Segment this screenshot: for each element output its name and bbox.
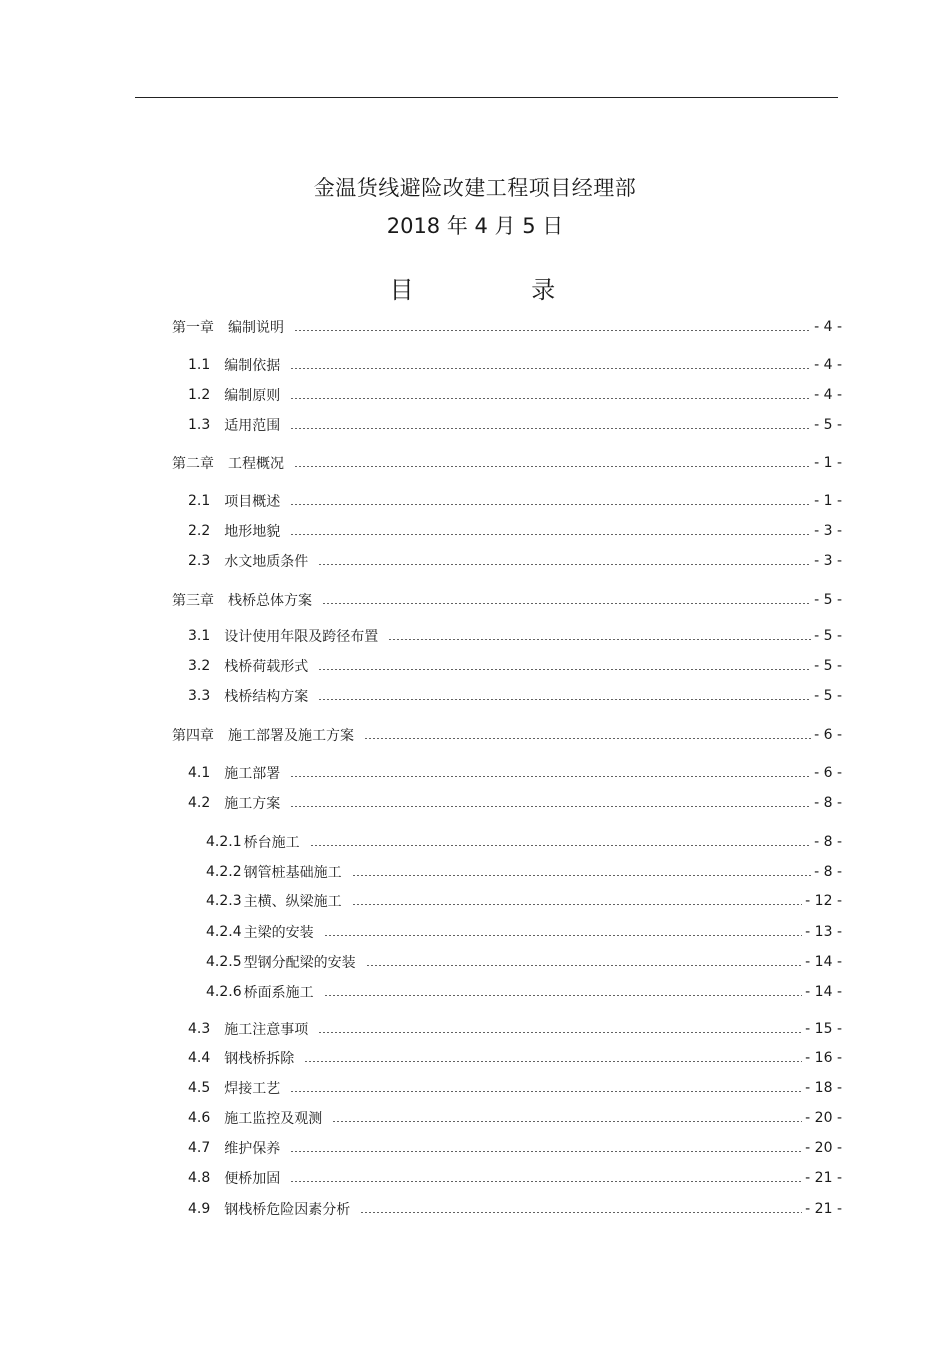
toc-entry-page: - 6 - (814, 727, 842, 743)
toc-dot-leader (290, 1091, 802, 1092)
toc-entry-page: - 5 - (814, 592, 842, 608)
toc-entry-page: - 8 - (814, 795, 842, 811)
toc-entry-number: 4.5 (188, 1080, 211, 1096)
toc-entry[interactable] (172, 590, 842, 610)
toc-entry-title: 型钢分配梁的安装 (243, 955, 356, 971)
toc-dot-leader (360, 1212, 802, 1213)
toc-entry[interactable] (188, 521, 842, 541)
toc-entry-number: 1.3 (188, 417, 211, 433)
toc-entry-number: 4.2 (188, 795, 211, 811)
toc-entry-number: 4.1 (188, 765, 211, 781)
toc-dot-leader (294, 330, 811, 331)
toc-dot-leader (318, 564, 811, 565)
toc-dot-leader (324, 995, 803, 996)
toc-entry-title: 施工部署及施工方案 (228, 728, 354, 744)
toc-dot-leader (364, 738, 811, 739)
toc-entry-number: 2.1 (188, 493, 211, 509)
organization-name: 金温货线避险改建工程项目经理部 (313, 176, 637, 200)
toc-entry-number: 4.2.5 (206, 954, 242, 970)
toc-dot-leader (304, 1061, 802, 1062)
toc-entry-number: 4.3 (188, 1021, 211, 1037)
toc-entry-page: - 4 - (814, 319, 842, 335)
toc-entry-title: 主横、纵梁施工 (243, 894, 342, 910)
toc-title: 目 录 (389, 276, 611, 304)
toc-entry-number: 2.3 (188, 553, 211, 569)
toc-entry[interactable] (206, 982, 842, 1002)
toc-entry[interactable] (188, 1108, 842, 1128)
toc-entry-title: 钢管桩基础施工 (243, 865, 342, 881)
toc-entry-number: 4.2.6 (206, 984, 242, 1000)
toc-entry-title: 编制说明 (228, 320, 284, 336)
toc-entry-number: 4.2.2 (206, 864, 242, 880)
toc-entry-title: 水文地质条件 (224, 554, 309, 570)
toc-dot-leader (290, 428, 811, 429)
toc-entry-number: 第一章 (172, 320, 214, 336)
toc-entry-number: 3.1 (188, 628, 211, 644)
toc-dot-leader (318, 699, 811, 700)
toc-entry-title: 适用范围 (224, 418, 281, 434)
toc-entry-number: 第三章 (172, 593, 214, 609)
toc-entry[interactable] (188, 491, 842, 511)
toc-entry-title: 钢栈桥危险因素分析 (224, 1202, 351, 1218)
toc-dot-leader (290, 504, 811, 505)
toc-entry[interactable] (172, 725, 842, 745)
toc-entry[interactable] (188, 793, 842, 813)
toc-entry[interactable] (206, 832, 842, 852)
toc-dot-leader (318, 669, 811, 670)
toc-entry-page: - 1 - (814, 455, 842, 471)
toc-entry-title: 主梁的安装 (243, 925, 314, 941)
toc-entry-page: - 8 - (814, 864, 842, 880)
document-date: 2018 年 4 月 5 日 (386, 214, 564, 238)
toc-entry-page: - 8 - (814, 834, 842, 850)
toc-entry-number: 4.7 (188, 1140, 211, 1156)
toc-entry-title: 工程概况 (228, 456, 284, 472)
toc-entry-title: 编制依据 (224, 358, 281, 374)
toc-entry[interactable] (206, 922, 842, 942)
toc-entry-title: 设计使用年限及跨径布置 (224, 629, 379, 645)
toc-dot-leader (322, 603, 811, 604)
toc-entry-title: 施工监控及观测 (224, 1111, 323, 1127)
toc-entry-page: - 5 - (814, 688, 842, 704)
toc-entry-number: 1.2 (188, 387, 211, 403)
toc-entry-number: 4.2.3 (206, 893, 242, 909)
toc-dot-leader (310, 845, 811, 846)
toc-entry-page: - 16 - (805, 1050, 842, 1066)
toc-entry-number: 4.8 (188, 1170, 211, 1186)
toc-entry[interactable] (188, 551, 842, 571)
toc-entry[interactable] (206, 891, 842, 911)
toc-dot-leader (388, 639, 811, 640)
toc-entry-title: 编制原则 (224, 388, 281, 404)
toc-dot-leader (366, 965, 803, 966)
toc-entry-title: 钢栈桥拆除 (224, 1051, 295, 1067)
toc-entry-page: - 4 - (814, 357, 842, 373)
toc-entry-number: 4.6 (188, 1110, 211, 1126)
toc-entry-page: - 21 - (805, 1170, 842, 1186)
toc-entry-page: - 3 - (814, 553, 842, 569)
toc-entry-page: - 6 - (814, 765, 842, 781)
toc-entry[interactable] (188, 1138, 842, 1158)
toc-entry-page: - 21 - (805, 1201, 842, 1217)
toc-dot-leader (352, 875, 811, 876)
toc-dot-leader (290, 368, 811, 369)
toc-dot-leader (290, 1151, 802, 1152)
toc-entry[interactable] (206, 862, 842, 882)
toc-entry-number: 4.2.1 (206, 834, 242, 850)
toc-entry[interactable] (188, 626, 842, 646)
toc-entry-page: - 5 - (814, 417, 842, 433)
toc-entry[interactable] (188, 415, 842, 435)
toc-entry[interactable] (188, 1168, 842, 1188)
toc-entry-page: - 4 - (814, 387, 842, 403)
toc-entry-page: - 1 - (814, 493, 842, 509)
toc-dot-leader (332, 1121, 802, 1122)
toc-dot-leader (290, 398, 811, 399)
toc-entry-page: - 14 - (805, 954, 842, 970)
toc-entry-title: 施工注意事项 (224, 1022, 309, 1038)
toc-entry-number: 4.4 (188, 1050, 211, 1066)
toc-entry-title: 便桥加固 (224, 1171, 281, 1187)
toc-dot-leader (294, 466, 811, 467)
toc-entry[interactable] (188, 355, 842, 375)
toc-entry-page: - 3 - (814, 523, 842, 539)
toc-entry-page: - 18 - (805, 1080, 842, 1096)
toc-entry-title: 施工方案 (224, 796, 281, 812)
toc-entry[interactable] (188, 1199, 842, 1219)
toc-entry-page: - 14 - (805, 984, 842, 1000)
toc-entry-title: 桥台施工 (243, 835, 300, 851)
toc-entry-page: - 5 - (814, 658, 842, 674)
toc-entry[interactable] (188, 1078, 842, 1098)
toc-entry-number: 第四章 (172, 728, 214, 744)
header-rule (135, 97, 838, 98)
toc-entry-title: 栈桥总体方案 (228, 593, 312, 609)
toc-entry[interactable] (172, 453, 842, 473)
toc-entry[interactable] (188, 385, 842, 405)
toc-entry-page: - 12 - (805, 893, 842, 909)
toc-entry-page: - 20 - (805, 1110, 842, 1126)
toc-entry[interactable] (188, 1048, 842, 1068)
toc-entry-title: 地形地貌 (224, 524, 281, 540)
toc-entry-page: - 5 - (814, 628, 842, 644)
toc-entry[interactable] (188, 656, 842, 676)
toc-entry-title: 施工部署 (224, 766, 281, 782)
toc-entry-title: 维护保养 (224, 1141, 281, 1157)
toc-dot-leader (318, 1032, 802, 1033)
toc-dot-leader (290, 806, 811, 807)
toc-entry[interactable] (172, 317, 842, 337)
toc-dot-leader (324, 935, 803, 936)
toc-dot-leader (352, 904, 803, 905)
toc-entry-page: - 15 - (805, 1021, 842, 1037)
toc-dot-leader (290, 534, 811, 535)
toc-entry-title: 桥面系施工 (243, 985, 314, 1001)
toc-entry-title: 栈桥荷载形式 (224, 659, 309, 675)
toc-entry-number: 3.3 (188, 688, 211, 704)
toc-entry-number: 第二章 (172, 456, 214, 472)
toc-entry-number: 4.2.4 (206, 924, 242, 940)
toc-entry-page: - 20 - (805, 1140, 842, 1156)
toc-entry[interactable] (188, 763, 842, 783)
toc-entry[interactable] (188, 686, 842, 706)
toc-entry-number: 1.1 (188, 357, 211, 373)
toc-entry-number: 3.2 (188, 658, 211, 674)
toc-entry-title: 栈桥结构方案 (224, 689, 309, 705)
toc-entry-number: 2.2 (188, 523, 211, 539)
toc-entry-page: - 13 - (805, 924, 842, 940)
toc-dot-leader (290, 776, 811, 777)
toc-entry[interactable] (188, 1019, 842, 1039)
toc-entry-title: 焊接工艺 (224, 1081, 281, 1097)
toc-entry-title: 项目概述 (224, 494, 281, 510)
toc-entry[interactable] (206, 952, 842, 972)
toc-entry-number: 4.9 (188, 1201, 211, 1217)
toc-dot-leader (290, 1181, 802, 1182)
